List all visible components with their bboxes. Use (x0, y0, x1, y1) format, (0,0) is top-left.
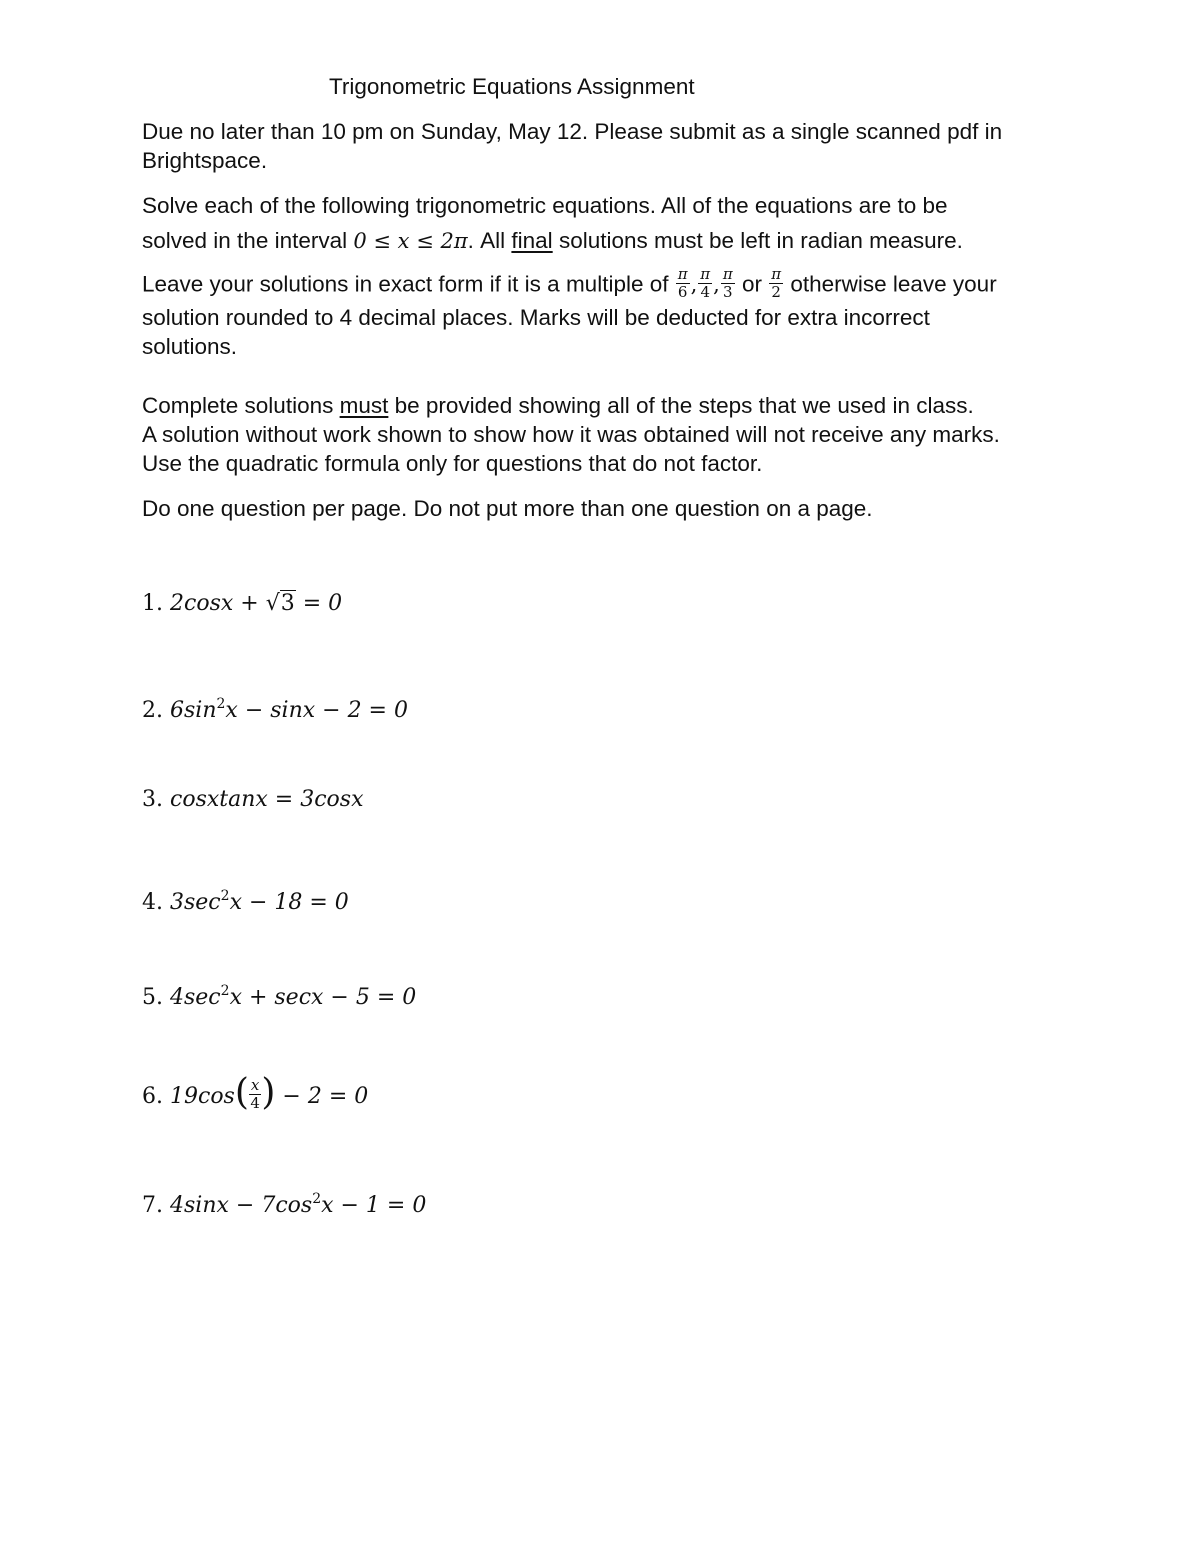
fraction-pi-2: $\frac{\pi}{2}$ (771, 265, 782, 301)
exact-text-a: Leave your solutions in exact form if it is a multiple of (142, 271, 675, 297)
complete-paragraph (142, 391, 1082, 478)
complete-line-1: Complete solutions must be provided showing all of the steps that we used in class. (142, 393, 974, 418)
complete-line-3: Use the quadratic formula only for questions that do not factor. (142, 451, 763, 476)
due-line-1: Due no later than 10 pm on Sunday, May 12. Please submit as a single scanned pdf in (142, 119, 1003, 144)
due-paragraph (142, 117, 1082, 175)
exact-line-1: Leave your solutions in exact form if it is a multiple of $\frac{\pi}{6}$ , $\frac{\pi}{4}$ , $\frac{\pi}{3}$ or $\frac{\pi}{2}$ otherwise leave your (142, 265, 997, 301)
solve-line-2 (142, 226, 1082, 256)
exact-form-paragraph (142, 265, 1082, 361)
question-3: 3. cosxtanx = 3cosx (142, 787, 364, 812)
must-word: must (339, 393, 389, 418)
solve-text-c: solutions must be left in radian measure. (552, 228, 963, 253)
question-7: 7. $4\sin x - 7\cos^2x - 1 = 0$ (142, 1191, 427, 1218)
interval-expression: 0 ≤ x ≤ 2π (353, 229, 468, 253)
solve-text-b: . All (467, 228, 512, 253)
solve-paragraph (142, 191, 1082, 256)
question-1: 1. 2cosx + √3 = 0 (142, 588, 342, 620)
square-root: √3 (265, 591, 295, 616)
due-line-2: Brightspace. (142, 148, 268, 173)
complete-line-2: A solution without work shown to show how it was obtained will not receive any marks. (142, 422, 1000, 447)
fraction-pi-4: $\frac{\pi}{4}$ (700, 265, 711, 301)
exact-text-b: otherwise leave your (784, 271, 997, 297)
exact-line-3: solutions. (142, 334, 238, 359)
solve-text-a: solved in the interval (142, 228, 354, 253)
fraction-pi-3: $\frac{\pi}{3}$ (722, 265, 733, 301)
exact-line-2: solution rounded to 4 decimal places. Marks will be deducted for extra incorrect (142, 305, 930, 330)
final-word: final (511, 228, 553, 253)
question-2: 2. $6\sin^2x - \sin x - 2 = 0$ (142, 696, 408, 723)
fraction-x-over-4: $\frac{x}{4}$ (250, 1075, 260, 1112)
solve-line-1: Solve each of the following trigonometric equations. All of the equations are to be (142, 193, 948, 218)
question-5: 5. $4\sec^2x + \sec x - 5 = 0$ (142, 983, 417, 1010)
page-title: Trigonometric Equations Assignment (329, 74, 695, 99)
one-per-page-note: Do one question per page. Do not put more than one question on a page. (142, 496, 873, 521)
question-6: 6. 19cos( $\frac{x}{4}$ ) − 2 = 0 (142, 1072, 369, 1113)
fraction-pi-6: $\frac{\pi}{6}$ (677, 265, 688, 301)
question-4: 4. $3\sec^2x - 18 = 0$ (142, 888, 349, 915)
